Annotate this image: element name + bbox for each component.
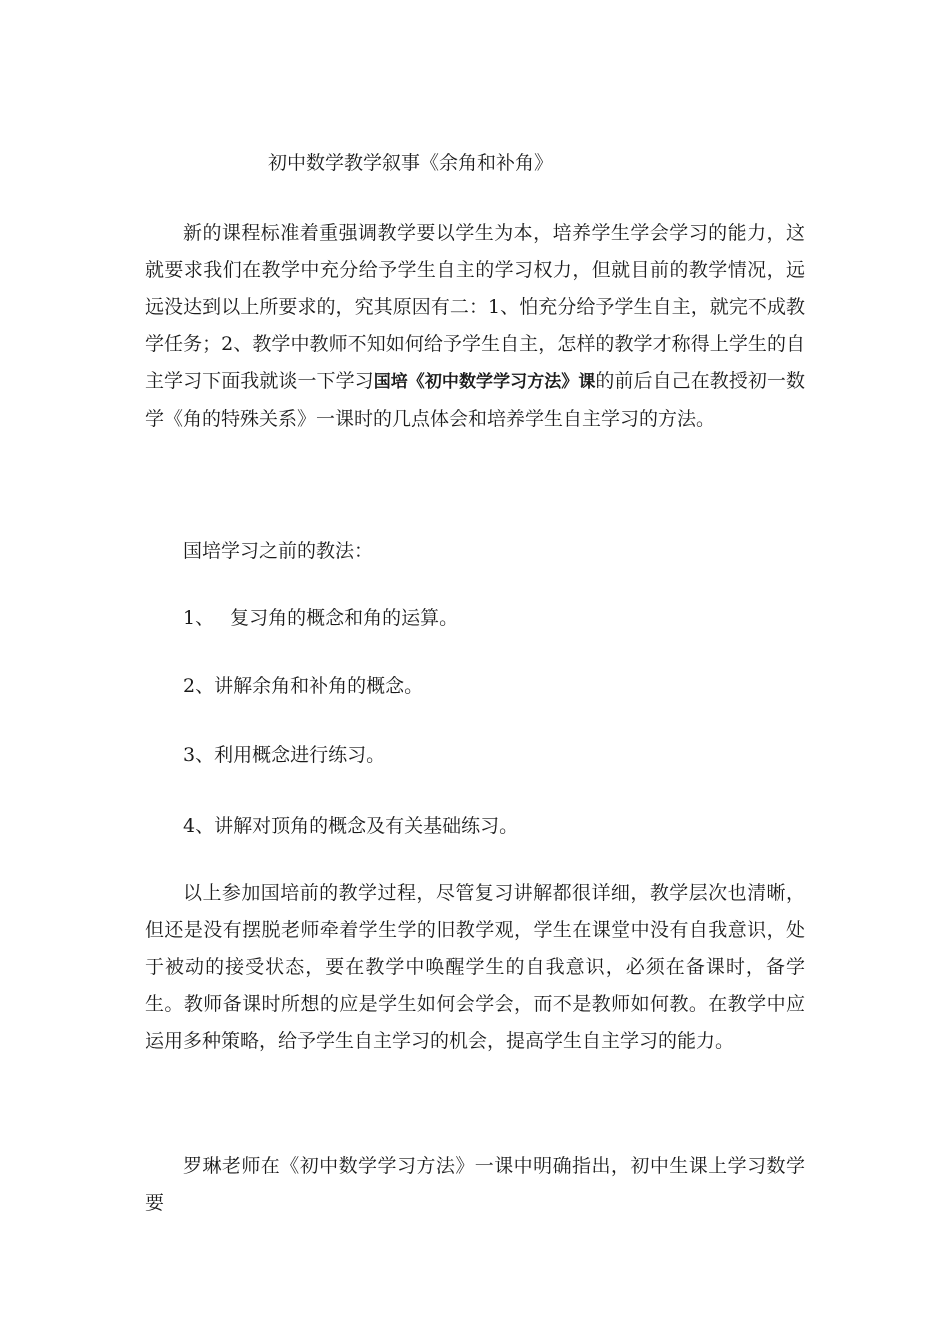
intro-text-part2: 的前后自己在教授初一数学《角的特殊关系》一课时的几点体会和培养学生自主学习的方法。: [145, 370, 805, 430]
step-text: 利用概念进行练习。: [214, 744, 386, 766]
step-text: 复习角的概念和角的运算。: [230, 607, 459, 629]
step-item: [183, 813, 518, 839]
intro-text-part1: 新的课程标准着重强调教学要以学生为本，培养学生学会学习的能力，这就要求我们在教学中充分给予学生自主的学习权力，但就目前的教学情况，远远没达到以上所要求的，究其原因有二：1、怕充分给予学生自主，就完不成教学任务；2、教学中教师不知如何给予学生自主，怎样的教学才称得上学生的自主学习下面我就谈一下学习: [145, 222, 805, 392]
quote-paragraph: 罗琳老师在《初中数学学习方法》一课中明确指出，初中生课上学习数学要: [145, 1155, 805, 1214]
step-number: 4、: [183, 815, 215, 837]
step-text: 讲解对顶角的概念及有关基础练习。: [214, 815, 519, 837]
intro-bold-course: 国培《初中数学学习方法》课: [373, 372, 596, 392]
step-item: [183, 605, 458, 631]
before-heading: 国培学习之前的教法：: [183, 540, 374, 562]
step-number: 2、: [183, 675, 215, 697]
document-title: 初中数学教学叙事《余角和补角》: [268, 152, 554, 174]
step-item: [183, 673, 423, 699]
step-text: 讲解余角和补角的概念。: [214, 675, 424, 697]
intro-paragraph: [145, 215, 805, 438]
step-number: 3、: [183, 744, 215, 766]
step-item: [183, 742, 385, 768]
summary-paragraph: 以上参加国培前的教学过程，尽管复习讲解都很详细，教学层次也清晰，但还是没有摆脱老师牵着学生学的旧教学观，学生在课堂中没有自我意识，处于被动的接受状态，要在教学中唤醒学生的自我意识，必须在备课时，备学生。教师备课时所想的应是学生如何会学会，而不是教师如何教。在教学中应运用多种策略，给予学生自主学习的机会，提高学生自主学习的能力。: [145, 882, 805, 1052]
step-number: 1、: [183, 607, 215, 629]
